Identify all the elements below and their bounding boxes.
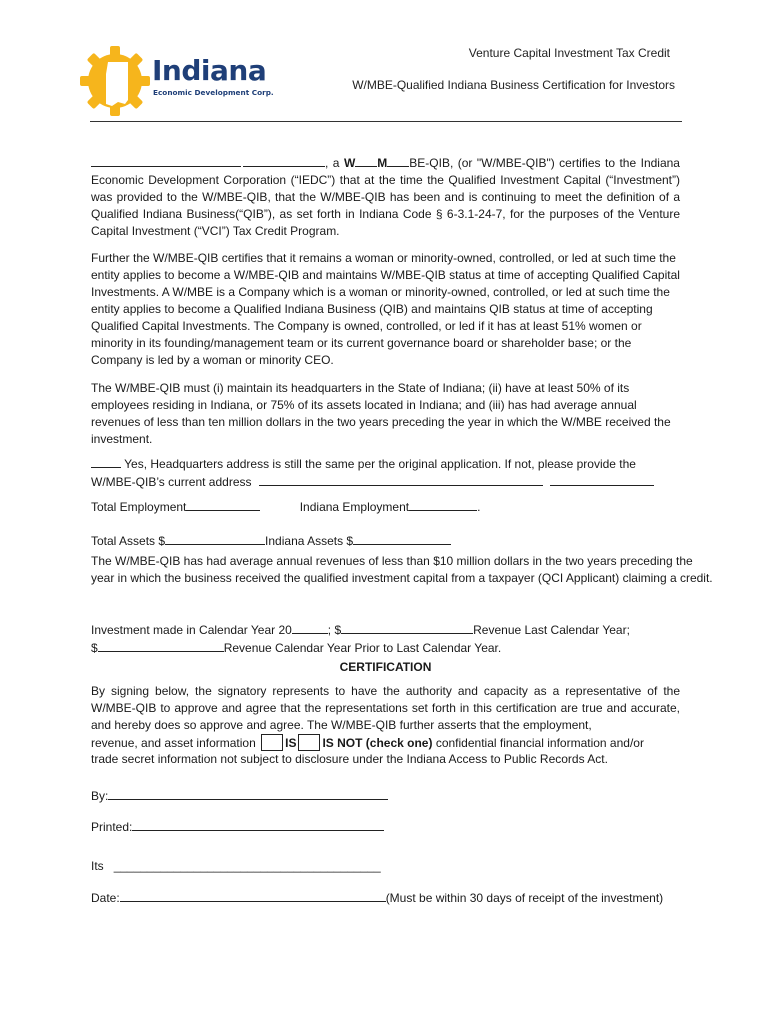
investment-row: Investment made in Calendar Year 20 ; $ Revenue Last Calendar Year; $ Revenue Calendar Year Prior to Last Calendar Year. [91,623,630,655]
company-name-field-2[interactable] [243,154,325,167]
wmbe-definition-paragraph: Further the W/MBE-QIB certifies that it remains a woman or minority-owned, controlled, or led at such time the entity applies to become a W/MBE-QIB and maintains W/MBE-QIB status at time of accepting Qualified Capital Investments. A W/MBE is a Company which is a woman or minority-owned, controlled, or led at such time the entity applies to become a Qualified Indiana Business (QIB) and maintains QIB status at time of accepting Qualified Capital Investments. The Company is owned, controlled, or led if it has at least 51% women or minority in its founding/management team or its current governance board or shareholder base; or the Company is led by a woman or minority CEO. [91,251,680,367]
by-row: By: [91,787,680,805]
is-checkbox[interactable] [261,734,283,751]
header-divider [90,121,682,122]
logo-subtitle: Economic Development Corp. [153,88,274,97]
gear-state-icon [78,44,152,118]
m-field[interactable] [387,154,409,167]
doc-header-subtitle: W/MBE-Qualified Indiana Business Certification for Investors [352,78,675,92]
by-signature-field[interactable] [108,787,388,800]
revenue-last-year-field[interactable] [341,621,473,634]
certification-text: By signing below, the signatory represents to have the authority and capacity as a representative of the W/MBE-QIB to approve and agree that the representations set forth in this certification are true and accurate, and hereby does so approve and agree. The W/MBE-QIB further asserts that the employment, [91,684,680,732]
date-field[interactable] [120,889,386,902]
total-assets-field[interactable] [165,532,265,545]
total-employment-field[interactable] [186,498,260,511]
indiana-employment-field[interactable] [409,498,477,511]
certifier-paragraph: , a W M BE-QIB, (or "W/MBE-QIB") certifies to the Indiana Economic Development Corporation (“IEDC”) that at the time the Qualified Investment Capital (“Investment”) was provided to the W/MBE-QIB, that the W/MBE-QIB has been and is continuing to meet the definition of a Qualified Indiana Business(“QIB”), as set forth in Indiana Code § 6-3.1-24-7, for the purposes of the Venture Capital Investment (“VCI”) Tax Credit Program. [91,156,680,238]
hq-yes-field[interactable] [91,455,121,468]
w-field[interactable] [355,154,377,167]
its-field[interactable]: ________________________________________ [113,859,381,873]
printed-name-field[interactable] [132,818,384,831]
revenue-prior-year-field[interactable] [98,639,224,652]
hq-address-field-2[interactable] [550,473,654,486]
date-row: Date: (Must be within 30 days of receipt of the investment) [91,891,664,905]
records-act-line: trade secret information not subject to disclosure under the Indiana Access to Public Records Act. [91,752,608,766]
requirements-paragraph: The W/MBE-QIB must (i) maintain its headquarters in the State of Indiana; (ii) have at least 50% of its employees residing in Indiana, or 75% of its assets located in Indiana; and (iii) has had average annual revenues of less than ten million dollars in the two years preceding the year in which the W/MBE received the investment. [91,381,671,446]
printed-row: Printed: [91,818,680,836]
hq-address-field[interactable] [259,473,543,486]
company-name-field[interactable] [91,154,241,167]
is-not-checkbox[interactable] [298,734,320,751]
hq-confirmation: Yes, Headquarters address is still the same per the original application. If not, please provide the W/MBE-QIB’s current address [91,455,680,491]
indiana-assets-field[interactable] [353,532,451,545]
revenue-paragraph: The W/MBE-QIB has had average annual revenues of less than $10 million dollars in the two years preceding the year in which the business received the qualified investment capital from a taxpayer (QCI Applicant) claiming a credit. [91,554,713,585]
logo-wordmark: Indiana [152,54,267,87]
investment-year-field[interactable] [292,621,328,634]
confidentiality-line: revenue, and asset information IS IS NOT (check one) confidential financial information and/or [91,736,644,750]
its-row: Its ________________________________________ [91,859,381,873]
iedc-logo [78,40,278,120]
certifier-body: Indiana Economic Development Corporation (“IEDC”) that at the time the Qualified Investment Capital (“Investment”) was provided to the W/MBE-QIB, that the W/MBE-QIB has been and is continuing to meet the definition of a Qualified Indiana Business(“QIB”), as set forth in Indiana Code § 6-3.1-24-7, for the purposes of the Venture Capital Investment (“VCI”) Tax Credit Program. [91,156,680,238]
assets-row: Total Assets $ Indiana Assets $ [91,532,680,550]
doc-header-title: Venture Capital Investment Tax Credit [468,46,670,60]
employment-row: Total Employment Indiana Employment . [91,500,481,514]
certification-heading: CERTIFICATION [339,660,432,674]
